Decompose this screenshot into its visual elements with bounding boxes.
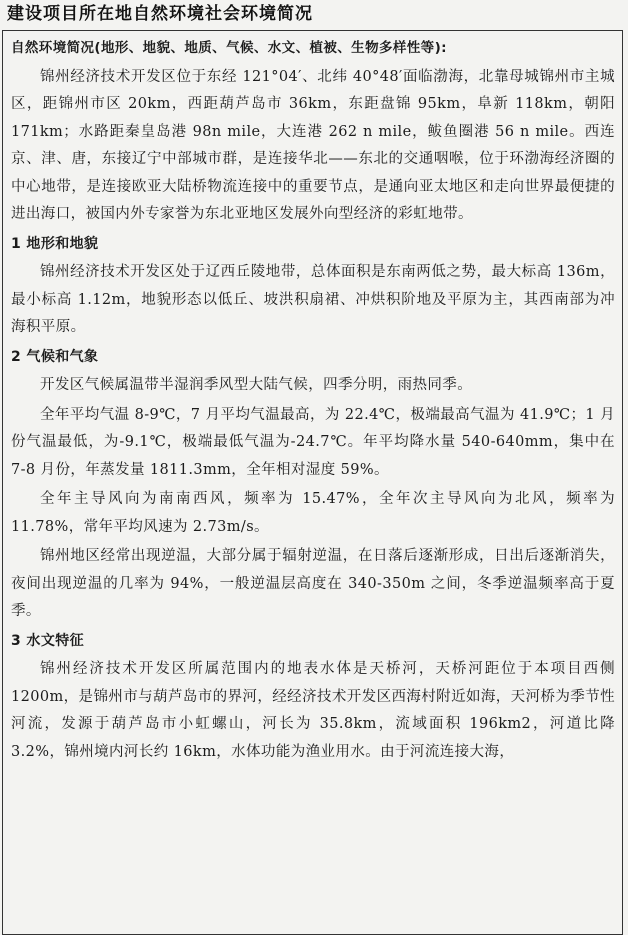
body-text (11, 35, 615, 768)
climate-paragraph-3: 全年主导风向为南南西风，频率为 15.47%，全年次主导风向为北风，频率为 11.78%，常年平均风速为 2.73m/s。 (11, 491, 615, 535)
section-heading-hydrology: 3 水文特征 (11, 632, 85, 649)
intro-heading: 自然环境简况(地形、地貌、地质、气候、水文、植被、生物多样性等): (11, 40, 447, 56)
climate-paragraph-2: 全年平均气温 8-9℃，7 月平均气温最高，为 22.4℃，极端最高气温为 41.9℃；1 月份气温最低，为-9.1℃，极端最低气温为-24.7℃。年平均降水量 540-640mm，集中在 7-8 月份，年蒸发量 1811.3mm，全年相对湿度 59%。 (11, 406, 615, 478)
hydrology-paragraph: 锦州经济技术开发区所属范围内的地表水体是天桥河，天桥河距位于本项目西侧 1200m，是锦州市与葫芦岛市的界河，经经济技术开发区西海村附近如海，天河桥为季节性河流，发源于葫芦岛市小虹螺山，河长为 35.8km，流域面积 196km2，河道比降 3.2%，锦州境内河长约 16km，水体功能为渔业用水。由于河流连接大海， (11, 661, 615, 760)
terrain-paragraph: 锦州经济技术开发区处于辽西丘陵地带，总体面积是东南两低之势，最大标高 136m，最小标高 1.12m，地貌形态以低丘、坡洪积扇裙、冲烘积阶地及平原为主，其西南部为冲海积平原。 (11, 264, 615, 335)
intro-paragraph: 锦州经济技术开发区位于东经 121°04′、北纬 40°48′面临渤海，北靠母城锦州市主城区，距锦州市区 20km，西距葫芦岛市 36km，东距盘锦 95km，阜新 118km，朝阳 171km；水路距秦皇岛港 98n mile，大连港 262 n mile，鲅鱼圈港 56 n mile。西连京、津、唐，东接辽宁中部城市群，是连接华北——东北的交通咽喉，位于环渤海经济圈的中心地带，是连接欧亚大陆桥物流连接中的重要节点，是通向亚太地区和走向世界最便捷的进出海口，被国内外专家誉为东北亚地区发展外向型经济的彩虹地带。 (11, 68, 615, 222)
page-title: 建设项目所在地自然环境社会环境简况 (7, 4, 313, 24)
climate-paragraph-4: 锦州地区经常出现逆温，大部分属于辐射逆温，在日落后逐渐形成，日出后逐渐消失，夜间出现逆温的几率为 94%，一般逆温层高度在 340-350m 之间，冬季逆温频率高于夏季。 (11, 548, 615, 619)
section-heading-terrain: 1 地形和地貌 (11, 235, 99, 252)
climate-paragraph-1: 开发区气候属温带半湿润季风型大陆气候，四季分明，雨热同季。 (40, 377, 473, 393)
section-heading-climate: 2 气候和气象 (11, 348, 99, 365)
content-frame (2, 30, 623, 935)
